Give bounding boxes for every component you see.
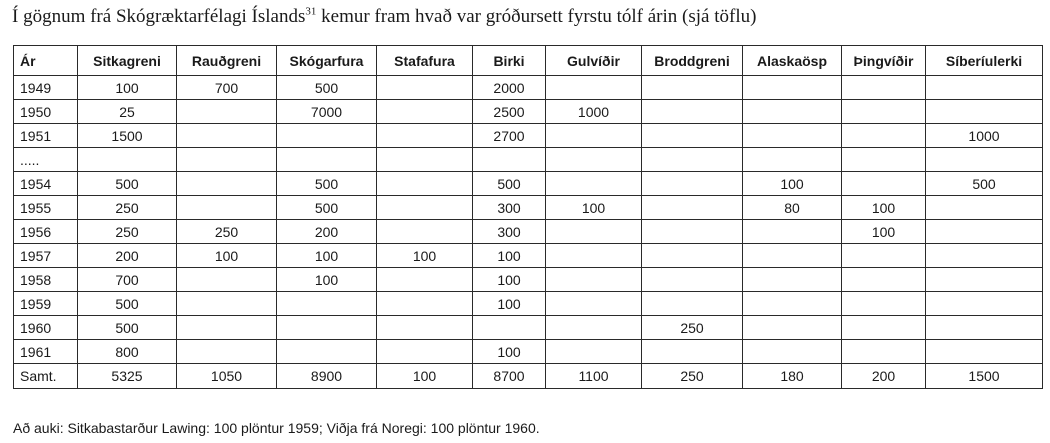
table-cell bbox=[642, 124, 743, 148]
table-cell bbox=[177, 268, 277, 292]
column-header: Alaskaösp bbox=[743, 46, 842, 76]
table-cell: 1050 bbox=[177, 364, 277, 389]
table-cell bbox=[642, 268, 743, 292]
table-cell bbox=[546, 244, 642, 268]
table-cell bbox=[546, 316, 642, 340]
table-cell bbox=[743, 100, 842, 124]
table-row bbox=[14, 292, 1043, 316]
table-cell bbox=[842, 76, 926, 100]
table-row bbox=[14, 148, 1043, 172]
table-cell bbox=[842, 268, 926, 292]
table-cell: 100 bbox=[473, 292, 546, 316]
table-cell: 8900 bbox=[277, 364, 377, 389]
table-row bbox=[14, 196, 1043, 220]
table-cell bbox=[377, 196, 473, 220]
table-cell bbox=[473, 148, 546, 172]
table-cell bbox=[277, 124, 377, 148]
row-label: 1950 bbox=[14, 100, 78, 124]
table-cell: 80 bbox=[743, 196, 842, 220]
row-label: 1955 bbox=[14, 196, 78, 220]
table-cell bbox=[177, 124, 277, 148]
table-cell bbox=[842, 100, 926, 124]
table-cell bbox=[177, 172, 277, 196]
table-cell: 200 bbox=[277, 220, 377, 244]
row-label: 1949 bbox=[14, 76, 78, 100]
planting-table bbox=[13, 45, 1043, 389]
table-cell bbox=[377, 316, 473, 340]
column-header: Broddgreni bbox=[642, 46, 743, 76]
table-cell bbox=[743, 124, 842, 148]
table-cell: 500 bbox=[78, 316, 177, 340]
table-cell: 250 bbox=[78, 220, 177, 244]
table-cell: 2000 bbox=[473, 76, 546, 100]
column-header: Stafafura bbox=[377, 46, 473, 76]
table-cell bbox=[842, 148, 926, 172]
row-label: 1956 bbox=[14, 220, 78, 244]
table-cell bbox=[642, 100, 743, 124]
table-cell bbox=[546, 220, 642, 244]
table-cell: 100 bbox=[473, 340, 546, 364]
footnote: Að auki: Sitkabastarður Lawing: 100 plöntur 1959; Viðja frá Noregi: 100 plöntur 1960. bbox=[13, 420, 540, 436]
table-cell bbox=[842, 244, 926, 268]
table-cell bbox=[277, 292, 377, 316]
table-cell bbox=[642, 292, 743, 316]
table-cell bbox=[642, 148, 743, 172]
table-cell: 100 bbox=[473, 244, 546, 268]
table-cell: 1500 bbox=[78, 124, 177, 148]
table-cell bbox=[377, 268, 473, 292]
table-cell bbox=[546, 340, 642, 364]
table-cell: 1500 bbox=[926, 364, 1043, 389]
row-label: ..... bbox=[14, 148, 78, 172]
table-cell bbox=[177, 196, 277, 220]
table-cell bbox=[926, 196, 1043, 220]
table-cell bbox=[277, 340, 377, 364]
table-cell bbox=[842, 316, 926, 340]
row-label: 1959 bbox=[14, 292, 78, 316]
table-row bbox=[14, 268, 1043, 292]
row-label: 1951 bbox=[14, 124, 78, 148]
table-cell bbox=[377, 220, 473, 244]
column-header: Ár bbox=[14, 46, 78, 76]
table-row bbox=[14, 220, 1043, 244]
table-cell bbox=[546, 268, 642, 292]
column-header: Birki bbox=[473, 46, 546, 76]
table-cell: 500 bbox=[78, 292, 177, 316]
table-cell bbox=[377, 172, 473, 196]
table-cell bbox=[546, 76, 642, 100]
table-cell bbox=[743, 148, 842, 172]
table-cell: 100 bbox=[546, 196, 642, 220]
table-cell: 700 bbox=[177, 76, 277, 100]
table-cell: 100 bbox=[78, 76, 177, 100]
table-body bbox=[14, 76, 1043, 389]
table-cell bbox=[926, 244, 1043, 268]
table-row bbox=[14, 364, 1043, 389]
table-cell: 800 bbox=[78, 340, 177, 364]
table-cell bbox=[177, 292, 277, 316]
table-cell bbox=[377, 124, 473, 148]
row-label: 1960 bbox=[14, 316, 78, 340]
table-cell: 100 bbox=[277, 268, 377, 292]
caption-footnote-ref: 31 bbox=[305, 5, 317, 18]
row-label: 1958 bbox=[14, 268, 78, 292]
table-cell: 8700 bbox=[473, 364, 546, 389]
table-cell: 100 bbox=[473, 268, 546, 292]
row-label: 1954 bbox=[14, 172, 78, 196]
table-cell bbox=[743, 244, 842, 268]
table-cell bbox=[473, 316, 546, 340]
table-cell bbox=[926, 268, 1043, 292]
row-label: 1961 bbox=[14, 340, 78, 364]
table-cell bbox=[78, 148, 177, 172]
table-cell bbox=[177, 340, 277, 364]
table-cell: 200 bbox=[78, 244, 177, 268]
table-cell bbox=[926, 220, 1043, 244]
table-cell: 500 bbox=[473, 172, 546, 196]
table-cell: 500 bbox=[78, 172, 177, 196]
table-cell bbox=[743, 220, 842, 244]
table-cell: 1000 bbox=[926, 124, 1043, 148]
table-row bbox=[14, 244, 1043, 268]
table-row bbox=[14, 76, 1043, 100]
table-cell bbox=[926, 148, 1043, 172]
table-cell bbox=[377, 292, 473, 316]
table-cell bbox=[642, 172, 743, 196]
column-header: Rauðgreni bbox=[177, 46, 277, 76]
table-cell: 700 bbox=[78, 268, 177, 292]
table-cell bbox=[642, 340, 743, 364]
table-row bbox=[14, 100, 1043, 124]
table-cell bbox=[926, 100, 1043, 124]
table-cell bbox=[642, 244, 743, 268]
table-cell: 100 bbox=[377, 244, 473, 268]
table-cell: 500 bbox=[277, 172, 377, 196]
row-label: Samt. bbox=[14, 364, 78, 389]
column-header: Þingvíðir bbox=[842, 46, 926, 76]
caption-text-rest: kemur fram hvað var gróðursett fyrstu tólf árin (sjá töflu) bbox=[316, 6, 757, 27]
table-cell: 250 bbox=[642, 316, 743, 340]
table-header bbox=[14, 46, 1043, 76]
table-cell: 180 bbox=[743, 364, 842, 389]
table-cell bbox=[177, 100, 277, 124]
table-cell: 1000 bbox=[546, 100, 642, 124]
table-cell: 500 bbox=[277, 76, 377, 100]
table-row bbox=[14, 340, 1043, 364]
row-label: 1957 bbox=[14, 244, 78, 268]
table-cell bbox=[926, 316, 1043, 340]
table-cell bbox=[743, 292, 842, 316]
column-header: Síberíulerki bbox=[926, 46, 1043, 76]
table-cell: 250 bbox=[78, 196, 177, 220]
table-row bbox=[14, 124, 1043, 148]
table-cell bbox=[546, 148, 642, 172]
table-cell: 7000 bbox=[277, 100, 377, 124]
column-header: Gulvíðir bbox=[546, 46, 642, 76]
table-cell: 25 bbox=[78, 100, 177, 124]
table-cell bbox=[177, 148, 277, 172]
header-row bbox=[14, 46, 1043, 76]
table-cell bbox=[926, 292, 1043, 316]
table-cell bbox=[546, 124, 642, 148]
table-cell: 100 bbox=[743, 172, 842, 196]
table-cell bbox=[743, 340, 842, 364]
table-cell bbox=[642, 196, 743, 220]
table-cell bbox=[377, 340, 473, 364]
table-cell bbox=[842, 172, 926, 196]
table-cell bbox=[377, 76, 473, 100]
table-cell: 100 bbox=[177, 244, 277, 268]
table-cell: 100 bbox=[277, 244, 377, 268]
table-cell: 300 bbox=[473, 220, 546, 244]
column-header: Sitkagreni bbox=[78, 46, 177, 76]
table-cell bbox=[642, 220, 743, 244]
table-cell: 500 bbox=[277, 196, 377, 220]
table-cell bbox=[842, 124, 926, 148]
table-cell: 100 bbox=[842, 196, 926, 220]
table-cell: 2500 bbox=[473, 100, 546, 124]
table-cell bbox=[842, 340, 926, 364]
table-cell bbox=[842, 292, 926, 316]
table-cell: 5325 bbox=[78, 364, 177, 389]
table-cell bbox=[926, 76, 1043, 100]
table-cell: 500 bbox=[926, 172, 1043, 196]
column-header: Skógarfura bbox=[277, 46, 377, 76]
table-cell bbox=[377, 148, 473, 172]
table-cell: 100 bbox=[377, 364, 473, 389]
table-row bbox=[14, 172, 1043, 196]
table-cell bbox=[277, 148, 377, 172]
table-caption bbox=[12, 6, 756, 28]
table-cell bbox=[546, 172, 642, 196]
table-cell: 2700 bbox=[473, 124, 546, 148]
table-row bbox=[14, 316, 1043, 340]
table-cell: 100 bbox=[842, 220, 926, 244]
table-cell bbox=[177, 316, 277, 340]
table-cell: 200 bbox=[842, 364, 926, 389]
table-cell: 250 bbox=[642, 364, 743, 389]
table-cell bbox=[642, 76, 743, 100]
table-cell: 1100 bbox=[546, 364, 642, 389]
table-cell bbox=[277, 316, 377, 340]
table-cell bbox=[546, 292, 642, 316]
caption-text: Í gögnum frá Skógræktarfélagi Íslands bbox=[12, 6, 306, 27]
table-cell bbox=[743, 268, 842, 292]
table-cell bbox=[743, 316, 842, 340]
table-cell bbox=[926, 340, 1043, 364]
table-cell: 300 bbox=[473, 196, 546, 220]
table-cell bbox=[743, 76, 842, 100]
table-cell bbox=[377, 100, 473, 124]
table-cell: 250 bbox=[177, 220, 277, 244]
